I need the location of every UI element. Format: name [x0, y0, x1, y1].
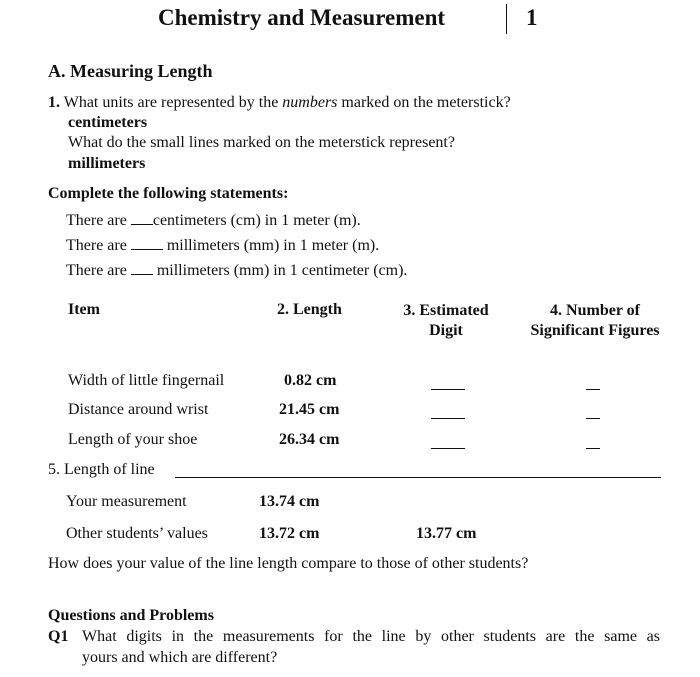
page-number: 1 [526, 5, 538, 30]
answer-small-lines: millimeters [68, 155, 146, 172]
col-header-length: 2. Length [277, 301, 342, 318]
sigfig-blank[interactable] [586, 448, 600, 449]
q1-text-line1: What digits in the measurements for the line by other students are the same as [82, 628, 660, 645]
answer-units: centimeters [68, 114, 148, 131]
table-row-item: Length of your shoe [68, 431, 198, 448]
answer-blank[interactable] [131, 237, 163, 250]
statement-2 [66, 237, 379, 255]
questions-heading: Questions and Problems [48, 607, 214, 624]
estimated-digit-blank[interactable] [431, 389, 465, 390]
statement-prefix: There are [66, 262, 127, 279]
other-value: 13.77 cm [416, 525, 477, 542]
sigfig-blank[interactable] [586, 418, 600, 419]
compare-question: How does your value of the line length compare to those of other students? [48, 555, 529, 572]
table-row-length: 0.82 cm [284, 372, 337, 389]
your-measurement-label: Your measurement [66, 493, 187, 510]
question-text-after: marked on the meterstick? [341, 94, 511, 111]
col-header-estimated-digit: 3. Estimated Digit [403, 302, 489, 339]
q1-number: Q1 [48, 628, 69, 645]
other-value: 13.72 cm [259, 525, 320, 542]
question-small-lines: What do the small lines marked on the meterstick represent? [68, 134, 455, 151]
q5-label: 5. Length of line [48, 461, 155, 478]
table-row-item: Distance around wrist [68, 401, 209, 418]
table-row-length: 21.45 cm [279, 401, 340, 418]
other-values-label: Other students’ values [66, 525, 208, 542]
title-divider [506, 4, 507, 34]
section-heading: A. Measuring Length [48, 61, 213, 81]
statement-1 [66, 212, 361, 230]
col-header-item: Item [68, 301, 100, 318]
statement-suffix: centimeters (cm) in 1 meter (m). [152, 212, 361, 229]
estimated-digit-blank[interactable] [431, 418, 465, 419]
page-title: Chemistry and Measurement [158, 5, 446, 30]
col-header-significant-figures: 4. Number of Significant Figures [530, 302, 660, 339]
estimated-digit-blank[interactable] [431, 448, 465, 449]
statement-prefix: There are [66, 212, 127, 229]
question-text-before: What units are represented by the [63, 94, 279, 111]
question-number: 1. [48, 94, 60, 111]
statement-3 [66, 262, 407, 280]
statement-prefix: There are [66, 237, 127, 254]
answer-blank[interactable] [131, 212, 153, 225]
question-text-emphasis: numbers [282, 94, 338, 111]
statement-suffix: millimeters (mm) in 1 meter (m). [166, 237, 380, 254]
answer-blank[interactable] [131, 262, 153, 275]
table-row-item: Width of little fingernail [68, 372, 225, 389]
your-measurement-value: 13.74 cm [259, 493, 320, 510]
statements-heading: Complete the following statements: [48, 185, 289, 202]
sigfig-blank[interactable] [586, 389, 600, 390]
table-row-length: 26.34 cm [279, 431, 340, 448]
question-1 [48, 94, 511, 112]
length-of-line [175, 477, 661, 478]
statement-suffix: millimeters (mm) in 1 centimeter (cm). [156, 262, 408, 279]
q1-text-line2: yours and which are different? [82, 649, 278, 666]
